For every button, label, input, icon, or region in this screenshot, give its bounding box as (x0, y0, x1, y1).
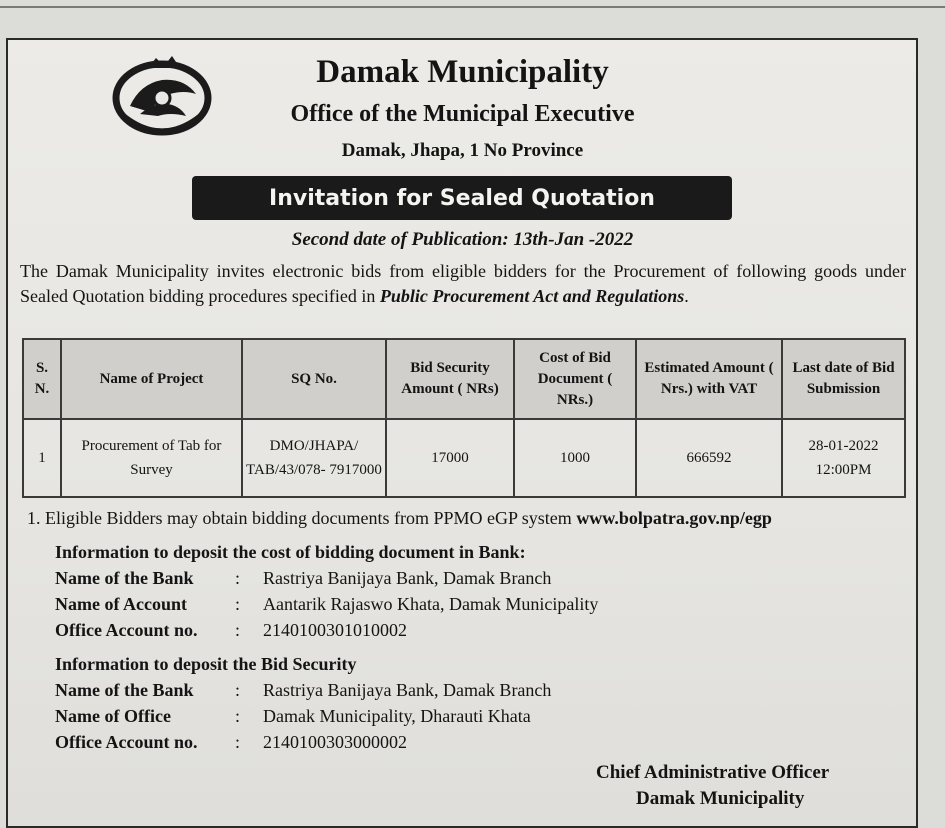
cell-sq: DMO/JHAPA/ TAB/43/078- 7917000 (242, 419, 386, 497)
cell-cost: 1000 (514, 419, 636, 497)
office-subtitle: Office of the Municipal Executive (290, 101, 635, 127)
row-value: Rastriya Banijaya Bank, Damak Branch (263, 568, 552, 588)
notice-banner: Invitation for Sealed Quotation (192, 176, 732, 220)
row-value: 2140100301010002 (263, 620, 407, 640)
egp-link[interactable]: www.bolpatra.gov.np/egp (576, 508, 772, 528)
bid-security-heading: Information to deposit the Bid Security (55, 654, 357, 674)
col-header-sn: S. N. (23, 339, 61, 419)
cell-sn: 1 (23, 419, 61, 497)
row-colon: : (235, 706, 241, 726)
doc-bank-row (55, 568, 551, 589)
signatory-title: Chief Administrative Officer (596, 762, 830, 783)
doc-account-row (55, 594, 598, 615)
signatory-org: Damak Municipality (636, 788, 805, 809)
row-colon: : (235, 732, 241, 752)
sec-office-row (55, 706, 531, 727)
intro-paragraph (20, 259, 906, 309)
item-number: 1. (27, 508, 41, 528)
row-key: Name of Office (55, 706, 171, 726)
row-colon: : (235, 594, 241, 614)
doc-cost-heading: Information to deposit the cost of bidding document in Bank: (55, 542, 526, 562)
sec-account-no-row (55, 732, 407, 753)
col-header-estimated: Estimated Amount ( Nrs.) with VAT (636, 339, 782, 419)
col-header-cost: Cost of Bid Document ( NRs.) (514, 339, 636, 419)
row-key: Name of the Bank (55, 680, 194, 700)
egp-text: Eligible Bidders may obtain bidding documents from PPMO eGP system (45, 508, 572, 528)
cell-lastdate: 28-01-2022 12:00PM (782, 419, 905, 497)
cell-project: Procurement of Tab for Survey (61, 419, 242, 497)
col-header-project: Name of Project (61, 339, 242, 419)
row-colon: : (235, 568, 241, 588)
col-header-lastdate: Last date of Bid Submission (782, 339, 905, 419)
egp-instruction (27, 508, 772, 529)
cell-estimated: 666592 (636, 419, 782, 497)
sec-bank-row (55, 680, 551, 701)
intro-suffix: . (684, 286, 689, 306)
row-value: Aantarik Rajaswo Khata, Damak Municipality (263, 594, 599, 614)
row-key: Office Account no. (55, 620, 198, 640)
page-title: Damak Municipality (316, 54, 609, 90)
row-key: Name of the Bank (55, 568, 194, 588)
row-value: Damak Municipality, Dharauti Khata (263, 706, 531, 726)
intro-text: The Damak Municipality invites electronic bids from eligible bidders for the Procurement of following goods under Sealed Quotation bidding procedures specified in (20, 261, 906, 306)
publication-date: Second date of Publication: 13th-Jan -2022 (291, 229, 634, 250)
row-key: Office Account no. (55, 732, 198, 752)
row-value: Rastriya Banijaya Bank, Damak Branch (263, 680, 552, 700)
office-address: Damak, Jhapa, 1 No Province (341, 140, 584, 161)
row-key: Name of Account (55, 594, 187, 614)
table-header-row (23, 339, 905, 419)
bid-table (22, 338, 906, 498)
col-header-security: Bid Security Amount ( NRs) (386, 339, 514, 419)
page-top-rule (0, 6, 945, 8)
row-value: 2140100303000002 (263, 732, 407, 752)
doc-account-no-row (55, 620, 407, 641)
row-colon: : (235, 680, 241, 700)
table-row (23, 419, 905, 497)
intro-emphasis: Public Procurement Act and Regulations (379, 286, 685, 306)
cell-security: 17000 (386, 419, 514, 497)
col-header-sq: SQ No. (242, 339, 386, 419)
row-colon: : (235, 620, 241, 640)
